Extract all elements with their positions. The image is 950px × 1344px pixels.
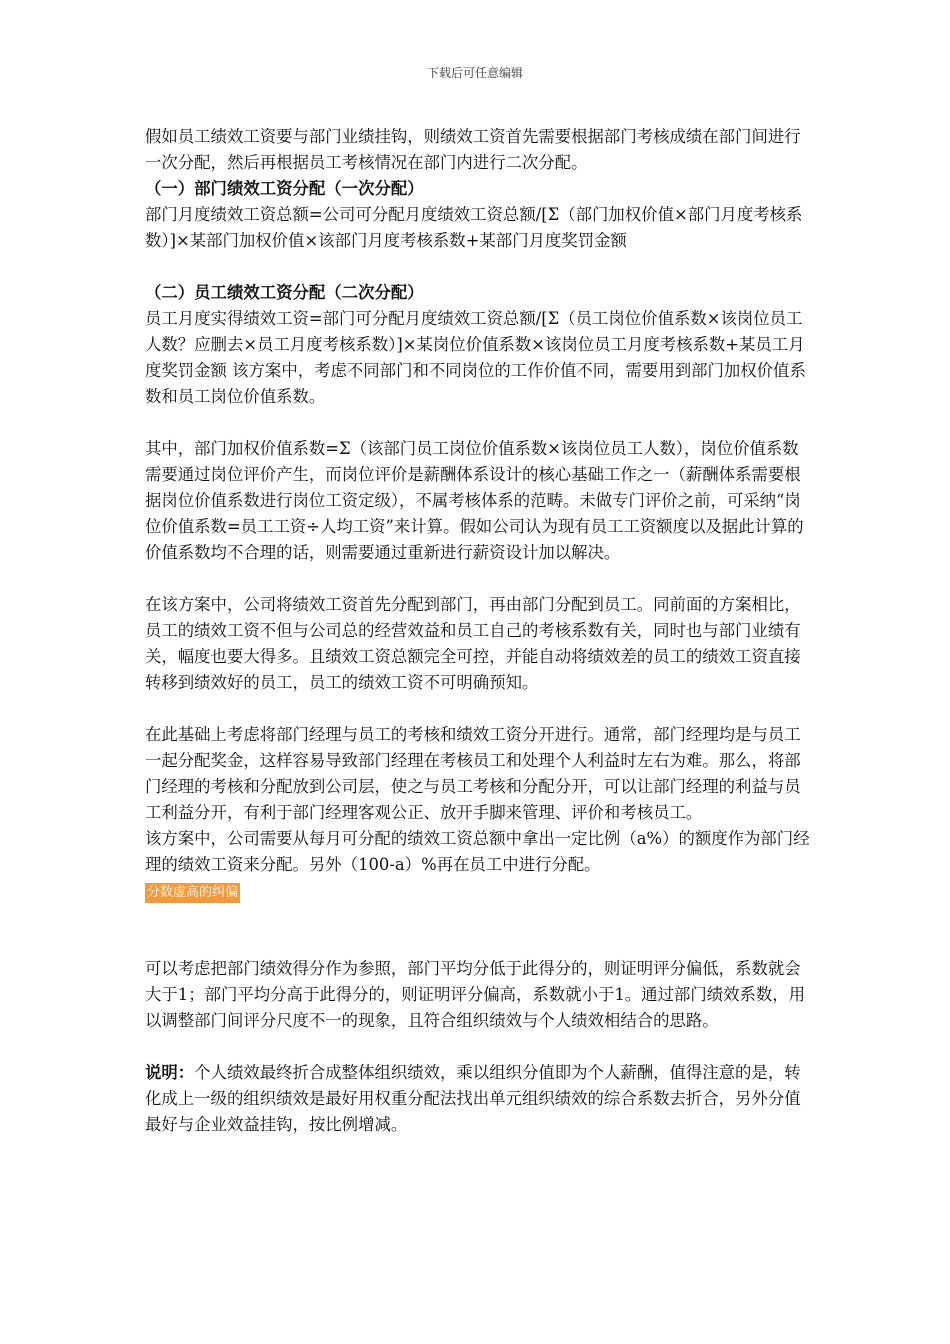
paragraph-note (145, 1060, 810, 1138)
paragraph-ratio: 该方案中，公司需要从每月可分配的绩效工资总额中拿出一定比例（a%）的额度作为部门经理的绩效工资来分配。另外（100-a）%再在员工中进行分配。 (145, 829, 810, 874)
note-text: 个人绩效最终折合成整体组织绩效，乘以组织分值即为个人薪酬，值得注意的是，转化成上一级的组织绩效是最好用权重分配法找出单元组织绩效的综合系数去折合，另外分值最好与企业效益挂钩，按比例增减。 (145, 1063, 801, 1134)
section-heading-2: （二）员工绩效工资分配（二次分配） (145, 283, 424, 302)
paragraph-scheme: 在该方案中，公司将绩效工资首先分配到部门，再由部门分配到员工。同前面的方案相比，员工的绩效工资不但与公司总的经营效益和员工自己的考核系数有关，同时也与部门业绩有关，幅度也要大得多。且绩效工资总额完全可控，并能自动将绩效差的员工的绩效工资直接转移到绩效好的员工，员工的绩效工资不可明确预知。 (145, 595, 801, 692)
paragraph-intro: 假如员工绩效工资要与部门业绩挂钩，则绩效工资首先需要根据部门考核成绩在部门间进行一次分配，然后再根据员工考核情况在部门内进行二次分配。 (145, 127, 801, 172)
paragraph-formula-employee: 员工月度实得绩效工资=部门可分配月度绩效工资总额/[Σ（员工岗位价值系数×该岗位员工人数？应删去×员工月度考核系数）]×某岗位价值系数×该岗位员工月度考核系数+某员工月度奖罚金额 该方案中，考虑不同部门和不同岗位的工作价值不同，需要用到部门加权价值系数和员工岗位价值系数。 (145, 309, 806, 406)
page-header: 下载后可任意编辑 (426, 66, 523, 80)
paragraph-correction: 可以考虑把部门绩效得分作为参照，部门平均分低于此得分的，则证明评分偏低，系数就会大于1；部门平均分高于此得分的，则证明评分偏高，系数就小于1。通过部门绩效系数，用以调整部门间评分尺度不一的现象，且符合组织绩效与个人绩效相结合的思路。 (145, 959, 806, 1030)
paragraph-formula-dept: 部门月度绩效工资总额=公司可分配月度绩效工资总额/[Σ（部门加权价值×部门月度考核系数）]×某部门加权价值×该部门月度考核系数+某部门月度奖罚金额 (145, 205, 803, 250)
section-heading-1: （一）部门绩效工资分配（一次分配） (145, 179, 424, 198)
paragraph-manager: 在此基础上考虑将部门经理与员工的考核和绩效工资分开进行。通常，部门经理均是与员工一起分配奖金，这样容易导致部门经理在考核员工和处理个人利益时左右为难。那么，将部门经理的考核和分配放到公司层，使之与员工考核和分配分开，可以让部门经理的利益与员工利益分开，有利于部门经理客观公正、放开手脚来管理、评价和考核员工。 (145, 725, 801, 822)
paragraph-weighted-value: 其中，部门加权价值系数=Σ（该部门员工岗位价值系数×该岗位员工人数），岗位价值系数需要通过岗位评价产生，而岗位评价是薪酬体系设计的核心基础工作之一（薪酬体系需要根据岗位价值系数进行岗位工资定级），不属考核体系的范畴。未做专门评价之前，可采纳“岗位价值系数=员工工资÷人均工资”来计算。假如公司认为现有员工工资额度以及据此计算的价值系数均不合理的话，则需要通过重新进行薪资设计加以解决。 (145, 439, 804, 562)
highlighted-subheading: 分数虚高的纠偏 (145, 883, 240, 903)
document-body (145, 124, 810, 1138)
note-label: 说明： (145, 1063, 195, 1082)
